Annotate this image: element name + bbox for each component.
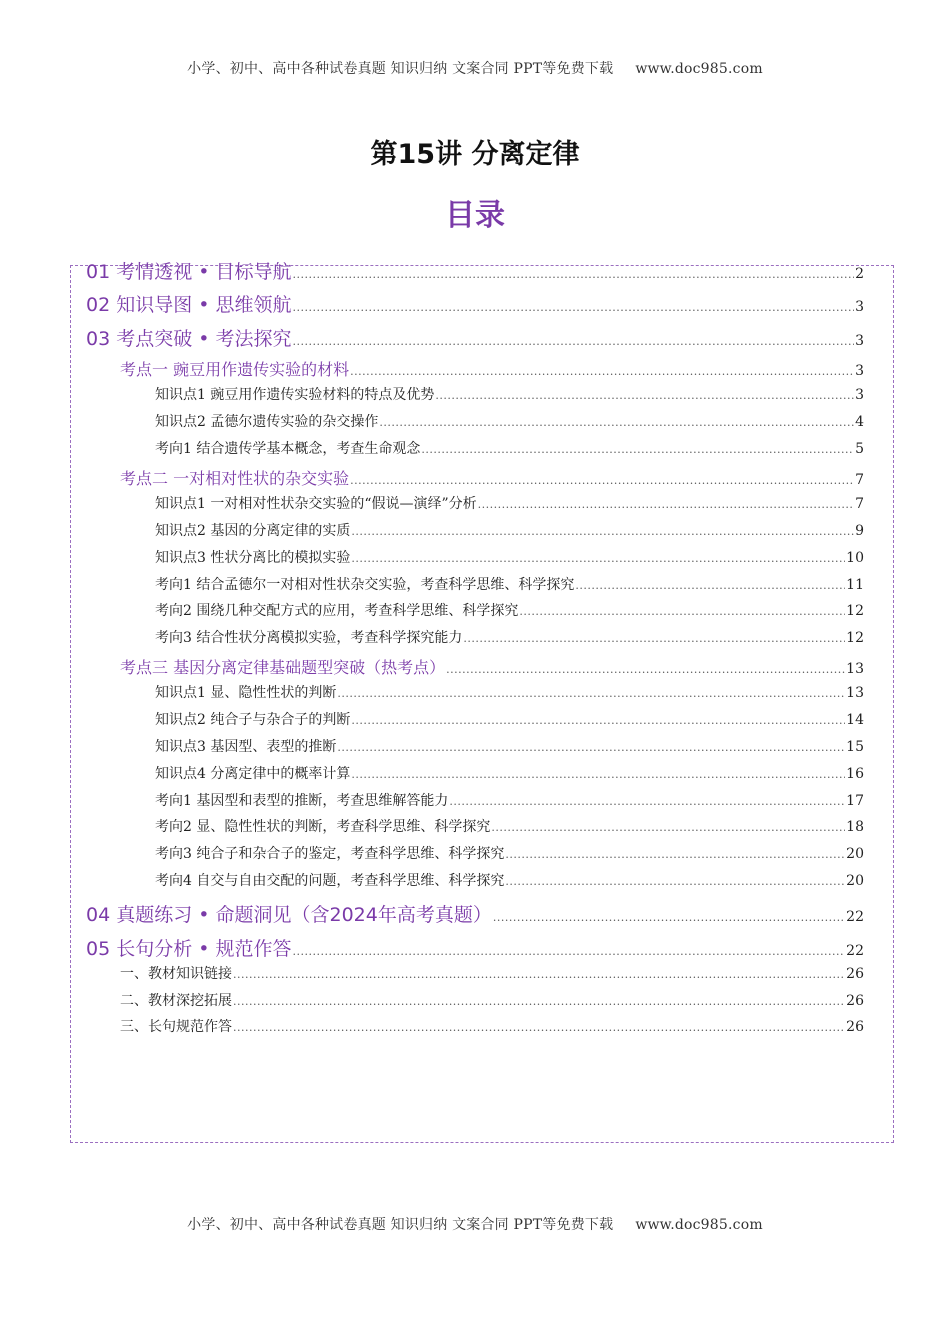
toc-entry[interactable]: [0, 1016, 950, 1036]
toc-entry-page: 26: [846, 1019, 864, 1035]
toc-entry-page: 22: [846, 909, 864, 925]
toc-entry-page: 15: [846, 739, 864, 755]
toc-entry-title: 知识点1 显、隐性性状的判断: [155, 685, 337, 701]
toc-entry[interactable]: [0, 934, 950, 961]
dot-leader: [575, 579, 845, 592]
toc-entry-page: 12: [846, 630, 864, 646]
header-url[interactable]: www.doc985.com: [635, 61, 763, 77]
dot-leader: [233, 1021, 845, 1034]
toc-entry-page: 18: [846, 819, 864, 835]
toc-entry-page: 20: [846, 846, 864, 862]
toc-entry[interactable]: [0, 384, 950, 404]
toc-entry-title: 考点一 豌豆用作遗传实验的材料: [120, 360, 350, 379]
toc-entry-title: 考向2 显、隐性性状的判断，考查科学思维、科学探究: [155, 819, 491, 835]
toc-entry[interactable]: [0, 520, 950, 540]
toc-entry-title: 知识点1 一对相对性状杂交实验的“假说—演绎”分析: [155, 496, 477, 512]
toc-entry-title: 知识点2 基因的分离定律的实质: [155, 523, 351, 539]
toc-entry[interactable]: [0, 682, 950, 702]
toc-entry-title: 考点三 基因分离定律基础题型突破（热考点）: [120, 658, 446, 677]
footer-text: 小学、初中、高中各种试卷真题 知识归纳 文案合同 PPT等免费下载: [187, 1217, 614, 1233]
toc-entry-page: 7: [855, 472, 864, 488]
toc-entry-page: 3: [855, 299, 864, 315]
toc-entry-page: 26: [846, 993, 864, 1009]
toc-entry-page: 5: [855, 441, 864, 457]
toc-entry[interactable]: [0, 600, 950, 620]
toc-entry[interactable]: [0, 324, 950, 351]
dot-leader: [505, 875, 845, 888]
toc-entry[interactable]: [0, 466, 950, 489]
dot-leader: [351, 768, 845, 781]
toc-entry[interactable]: [0, 438, 950, 458]
toc-entry[interactable]: [0, 655, 950, 678]
toc-entry[interactable]: [0, 574, 950, 594]
toc-entry-title: 04 真题练习 • 命题洞见（含2024年高考真题）: [86, 904, 492, 926]
toc-entry[interactable]: [0, 843, 950, 863]
dot-leader: [233, 968, 845, 981]
dot-leader: [351, 714, 845, 727]
dot-leader: [337, 687, 845, 700]
toc-entry-page: 10: [846, 550, 864, 566]
dot-leader: [350, 365, 854, 378]
dot-leader: [293, 268, 855, 281]
toc-entry-title: 考向1 结合遗传学基本概念，考查生命观念: [155, 441, 421, 457]
dot-leader: [446, 663, 845, 676]
toc-entry[interactable]: [0, 627, 950, 647]
toc-entry-title: 知识点3 基因型、表型的推断: [155, 739, 337, 755]
toc-entry-page: 3: [855, 387, 864, 403]
toc-entry-title: 05 长句分析 • 规范作答: [86, 938, 292, 960]
dot-leader: [505, 848, 845, 861]
toc-entry[interactable]: [0, 816, 950, 836]
toc-entry-page: 3: [855, 333, 864, 349]
toc-entry[interactable]: [0, 411, 950, 431]
toc-entry-title: 考向3 纯合子和杂合子的鉴定，考查科学思维、科学探究: [155, 846, 505, 862]
dot-leader: [350, 474, 854, 487]
toc-entry[interactable]: [0, 736, 950, 756]
toc-entry[interactable]: [0, 257, 950, 284]
toc-entry[interactable]: [0, 790, 950, 810]
dot-leader: [351, 552, 845, 565]
toc-entry[interactable]: [0, 709, 950, 729]
toc-entry[interactable]: [0, 493, 950, 513]
dot-leader: [293, 301, 855, 314]
toc-entry-page: 13: [846, 685, 864, 701]
dot-leader: [478, 498, 854, 511]
toc-entry-page: 3: [855, 363, 864, 379]
toc-entry-title: 知识点2 孟德尔遗传实验的杂交操作: [155, 414, 379, 430]
toc-entry-page: 26: [846, 966, 864, 982]
toc-entry-title: 知识点3 性状分离比的模拟实验: [155, 550, 351, 566]
dot-leader: [379, 416, 854, 429]
toc-entry-page: 11: [846, 577, 864, 593]
toc-entry-title: 考向3 结合性状分离模拟实验，考查科学探究能力: [155, 630, 463, 646]
toc-entry-title: 考向1 结合孟德尔一对相对性状杂交实验，考查科学思维、科学探究: [155, 577, 575, 593]
dot-leader: [233, 995, 845, 1008]
toc-entry-title: 三、长句规范作答: [120, 1019, 232, 1035]
dot-leader: [351, 525, 854, 538]
page-header: [0, 58, 950, 78]
toc-entry-title: 一、教材知识链接: [120, 966, 232, 982]
toc-entry-title: 03 考点突破 • 考法探究: [86, 328, 292, 350]
toc-entry-page: 4: [855, 414, 864, 430]
toc-entry[interactable]: [0, 763, 950, 783]
dot-leader: [421, 443, 854, 456]
toc-entry-page: 14: [846, 712, 864, 728]
toc-entry-title: 知识点1 豌豆用作遗传实验材料的特点及优势: [155, 387, 435, 403]
toc-entry[interactable]: [0, 963, 950, 983]
dot-leader: [493, 911, 845, 924]
toc-entry-page: 9: [855, 523, 864, 539]
page-footer: [0, 1214, 950, 1234]
dot-leader: [449, 795, 845, 808]
toc-entry[interactable]: [0, 900, 950, 927]
toc-entry-title: 考向2 围绕几种交配方式的应用，考查科学思维、科学探究: [155, 603, 519, 619]
dot-leader: [435, 389, 854, 402]
toc-entry-title: 考向4 自交与自由交配的问题，考查科学思维、科学探究: [155, 873, 505, 889]
dot-leader: [293, 945, 846, 958]
toc-entry-title: 知识点2 纯合子与杂合子的判断: [155, 712, 351, 728]
toc-entry-title: 考点二 一对相对性状的杂交实验: [120, 469, 350, 488]
toc-entry[interactable]: [0, 990, 950, 1010]
toc-entry-title: 二、教材深挖拓展: [120, 993, 232, 1009]
toc-entry[interactable]: [0, 547, 950, 567]
header-text: 小学、初中、高中各种试卷真题 知识归纳 文案合同 PPT等免费下载: [187, 61, 614, 77]
document-title: 第15讲 分离定律: [370, 139, 580, 170]
toc-entry-page: 13: [846, 661, 864, 677]
toc-entry-page: 16: [846, 766, 864, 782]
toc-entry-title: 考向1 基因型和表型的推断，考查思维解答能力: [155, 793, 449, 809]
toc-entry[interactable]: [0, 870, 950, 890]
dot-leader: [519, 605, 845, 618]
dot-leader: [463, 632, 845, 645]
toc-entry-page: 12: [846, 603, 864, 619]
footer-url[interactable]: www.doc985.com: [635, 1217, 763, 1233]
dot-leader: [293, 335, 855, 348]
toc-entry-title: 02 知识导图 • 思维领航: [86, 294, 292, 316]
dot-leader: [491, 821, 845, 834]
toc-entry-title: 01 考情透视 • 目标导航: [86, 261, 292, 283]
toc-entry-page: 7: [855, 496, 864, 512]
toc-entry-page: 17: [846, 793, 864, 809]
toc-entry-title: 知识点4 分离定律中的概率计算: [155, 766, 351, 782]
toc-entry-page: 2: [855, 266, 864, 282]
toc-entry-page: 22: [846, 943, 864, 959]
toc-entry[interactable]: [0, 357, 950, 380]
dot-leader: [337, 741, 845, 754]
toc-heading: 目录: [445, 198, 505, 233]
toc-entry[interactable]: [0, 290, 950, 317]
toc-entry-page: 20: [846, 873, 864, 889]
